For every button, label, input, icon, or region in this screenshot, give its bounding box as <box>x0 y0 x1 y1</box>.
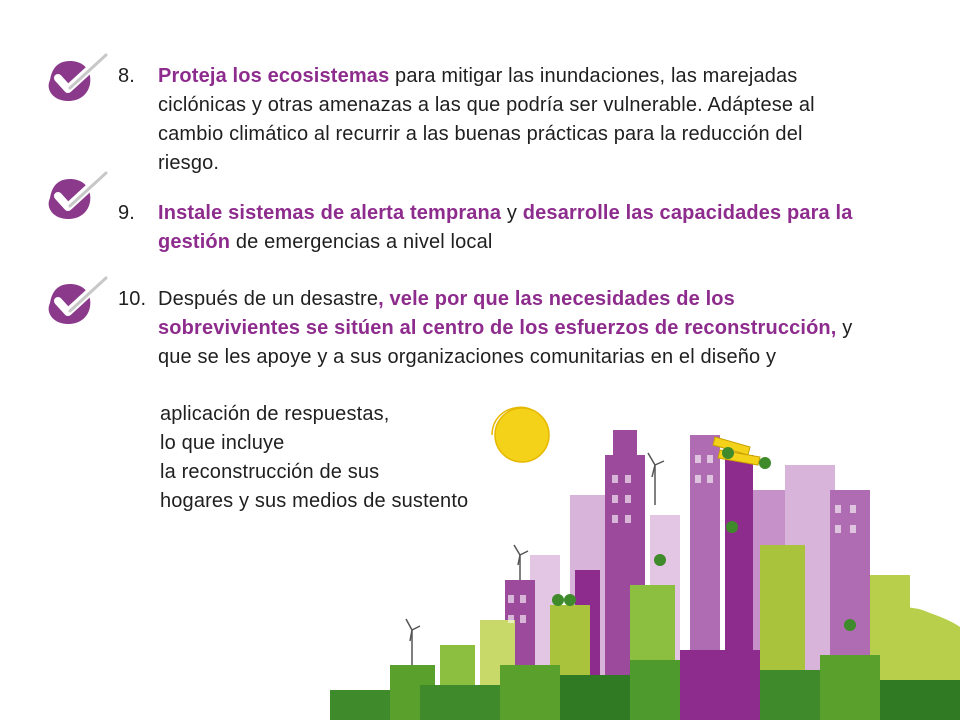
continuation-line: hogares y sus medios de sustento <box>160 490 469 512</box>
check-icon <box>40 170 108 222</box>
item-number: 9. <box>118 202 135 224</box>
continuation-line: la reconstrucción de sus <box>160 461 380 483</box>
item-text: Después de un desastre, vele por que las necesidades de los sobrevivientes se sitúen al centro de los esfuerzos de reconstrucción, y que se les apoye y a sus organizaciones comunitarias en el diseño y <box>158 288 853 368</box>
item-number: 8. <box>118 65 135 87</box>
continuation-line: lo que incluye <box>160 432 285 454</box>
list-item-10 <box>118 285 858 372</box>
item-number: 10. <box>118 288 147 310</box>
city-illustration <box>330 395 960 720</box>
continuation-line: aplicación de respuestas, <box>160 403 390 425</box>
check-icon <box>40 275 108 327</box>
check-icon <box>40 52 108 104</box>
list-item-8 <box>118 62 858 178</box>
item-text: Proteja los ecosistemas para mitigar las inundaciones, las marejadas ciclónicas y otras amenazas a las que podría ser vulnerable. Adáptese al cambio climático al recurrir a las buenas prácticas para la reducción del riesgo. <box>158 65 815 174</box>
item-text: Instale sistemas de alerta temprana y desarrolle las capacidades para la gestión de emergencias a nivel local <box>158 202 853 253</box>
list-item-9 <box>118 199 858 257</box>
